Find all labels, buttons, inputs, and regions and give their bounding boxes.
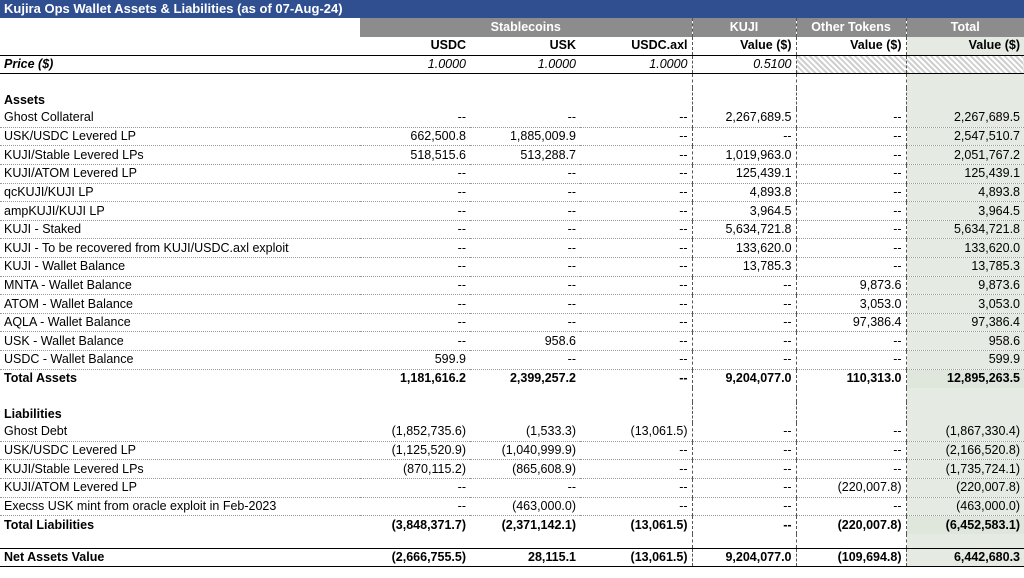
cell-usdc: (2,666,755.5)	[360, 548, 470, 567]
cell-other: --	[796, 332, 906, 351]
cell-usk: --	[470, 276, 580, 295]
cell-other: --	[796, 220, 906, 239]
cell-other: 97,386.4	[796, 313, 906, 332]
row-label: USDC - Wallet Balance	[0, 351, 360, 370]
group-kuji: KUJI	[692, 18, 796, 37]
cell-total: 3,053.0	[906, 295, 1024, 314]
cell-usdc: (870,115.2)	[360, 460, 470, 479]
row-label: KUJI - Wallet Balance	[0, 258, 360, 277]
cell-kuji: --	[692, 460, 796, 479]
cell-usk: (2,371,142.1)	[501, 517, 576, 532]
cell-axl: --	[580, 202, 692, 221]
cell-usdc: --	[360, 239, 470, 258]
cell-total: (6,452,583.1)	[906, 516, 1024, 535]
spacer-cell	[470, 74, 580, 88]
row-label: MNTA - Wallet Balance	[0, 276, 360, 295]
cell-axl: --	[580, 478, 692, 497]
liabilities-heading-label: Liabilities	[4, 406, 62, 421]
cell-usk: 1,885,009.9	[470, 127, 580, 146]
liabilities-heading	[0, 402, 1024, 423]
spacer-cell	[470, 88, 580, 109]
cell-axl: --	[580, 146, 692, 165]
col-total-value: Value ($)	[906, 37, 1024, 56]
cell-usk: (1,040,999.9)	[470, 441, 580, 460]
cell-other: --	[796, 497, 906, 516]
cell-axl: --	[580, 351, 692, 370]
assets-heading	[0, 88, 1024, 109]
cell-kuji: --	[692, 313, 796, 332]
col-usk: USK	[470, 37, 580, 56]
row-label: Ghost Collateral	[0, 109, 360, 128]
spacer-cell	[692, 74, 796, 88]
spacer-cell	[796, 74, 906, 88]
price-usk: 1.0000	[470, 55, 580, 74]
spacer-cell	[906, 402, 1024, 423]
cell-other: --	[796, 423, 906, 442]
spacer-cell	[692, 388, 796, 402]
cell-usdc: --	[360, 313, 470, 332]
col-kuji-value: Value ($)	[692, 37, 796, 56]
cell-total: (220,007.8)	[906, 478, 1024, 497]
spacer-cell	[906, 388, 1024, 402]
row-label: Total Assets	[4, 371, 77, 386]
cell-kuji: --	[692, 497, 796, 516]
cell-usk: 513,288.7	[470, 146, 580, 165]
cell-other: --	[796, 441, 906, 460]
cell-usdc: --	[360, 202, 470, 221]
row-label: AQLA - Wallet Balance	[0, 313, 360, 332]
cell-kuji: 4,893.8	[692, 183, 796, 202]
asset-row	[0, 165, 1024, 184]
col-other-value: Value ($)	[796, 37, 906, 56]
asset-row	[0, 202, 1024, 221]
cell-usk: (463,000.0)	[470, 497, 580, 516]
cell-other: (220,007.8)	[796, 478, 906, 497]
group-other-tokens: Other Tokens	[796, 18, 906, 37]
cell-axl: (13,061.5)	[580, 423, 692, 442]
liability-row	[0, 460, 1024, 479]
cell-other: --	[796, 258, 906, 277]
cell-kuji: 133,620.0	[692, 239, 796, 258]
cell-other: (220,007.8)	[796, 516, 906, 535]
row-label: USK/USDC Levered LP	[0, 127, 360, 146]
cell-usdc: (1,125,520.9)	[360, 441, 470, 460]
cell-usk: 958.6	[470, 332, 580, 351]
price-kuji: 0.5100	[692, 55, 796, 74]
spacer-cell	[796, 388, 906, 402]
cell-kuji: --	[692, 441, 796, 460]
row-label: Net Assets Value	[0, 548, 360, 567]
spacer-cell	[470, 402, 580, 423]
spacer-cell	[906, 534, 1024, 548]
cell-axl: (13,061.5)	[580, 516, 692, 535]
spacer-cell	[692, 402, 796, 423]
cell-usdc: --	[360, 109, 470, 128]
spacer-row	[0, 388, 1024, 402]
cell-total: 5,634,721.8	[906, 220, 1024, 239]
asset-row	[0, 109, 1024, 128]
row-label: KUJI - Staked	[0, 220, 360, 239]
row-label: Execss USK mint from oracle exploit in Feb-2023	[0, 497, 360, 516]
cell-axl: --	[580, 441, 692, 460]
spacer-cell	[796, 88, 906, 109]
cell-usk: (1,533.3)	[470, 423, 580, 442]
asset-row	[0, 239, 1024, 258]
cell-other: --	[796, 127, 906, 146]
net-assets-row	[0, 548, 1024, 567]
cell-axl: --	[580, 497, 692, 516]
spacer-cell	[0, 74, 360, 88]
group-stablecoins: Stablecoins	[360, 18, 692, 37]
cell-usk: --	[470, 478, 580, 497]
cell-usdc: --	[360, 332, 470, 351]
cell-kuji: 9,204,077.0	[692, 369, 796, 388]
price-other-hatched	[796, 55, 906, 74]
spacer-row	[0, 534, 1024, 548]
liability-row	[0, 478, 1024, 497]
row-label: KUJI/ATOM Levered LP	[0, 478, 360, 497]
cell-usdc: --	[360, 220, 470, 239]
cell-other: 9,873.6	[796, 276, 906, 295]
cell-usk: --	[470, 239, 580, 258]
liability-row	[0, 441, 1024, 460]
cell-axl: --	[580, 127, 692, 146]
cell-total: 125,439.1	[906, 165, 1024, 184]
cell-axl: --	[580, 258, 692, 277]
cell-other: --	[796, 202, 906, 221]
asset-row	[0, 276, 1024, 295]
spacer-cell	[0, 388, 360, 402]
total-liabilities-row	[0, 516, 1024, 535]
cell-kuji: 2,267,689.5	[692, 109, 796, 128]
sheet-title: Kujira Ops Wallet Assets & Liabilities (as of 07-Aug-24)	[0, 0, 1024, 18]
cell-total: 599.9	[906, 351, 1024, 370]
cell-kuji: 125,439.1	[692, 165, 796, 184]
cell-axl: --	[580, 220, 692, 239]
spacer-cell	[360, 74, 470, 88]
header-spacer	[0, 37, 360, 56]
cell-usdc: --	[360, 478, 470, 497]
cell-usk: 2,399,257.2	[509, 371, 576, 386]
col-usdc-axl: USDC.axl	[580, 37, 692, 56]
spacer-cell	[360, 402, 470, 423]
cell-total: 4,893.8	[906, 183, 1024, 202]
cell-axl: --	[580, 276, 692, 295]
cell-other: --	[796, 146, 906, 165]
group-header-row	[0, 18, 1024, 37]
total-assets-row	[0, 369, 1024, 388]
spacer-cell	[796, 402, 906, 423]
cell-kuji: --	[692, 127, 796, 146]
spacer-cell	[580, 88, 692, 109]
asset-row	[0, 351, 1024, 370]
asset-row	[0, 146, 1024, 165]
spacer-cell	[470, 388, 580, 402]
row-label: KUJI/Stable Levered LPs	[0, 460, 360, 479]
cell-total: 2,267,689.5	[906, 109, 1024, 128]
cell-total: (1,735,724.1)	[906, 460, 1024, 479]
spacer-cell	[906, 88, 1024, 109]
row-label: Total Liabilities	[4, 517, 95, 532]
liability-row	[0, 497, 1024, 516]
cell-usdc: --	[360, 165, 470, 184]
spacer-cell	[0, 534, 360, 548]
asset-row	[0, 313, 1024, 332]
spacer-cell	[580, 388, 692, 402]
cell-kuji: 3,964.5	[692, 202, 796, 221]
cell-usk: --	[470, 202, 580, 221]
cell-kuji: 13,785.3	[692, 258, 796, 277]
column-header-row	[0, 37, 1024, 56]
cell-kuji: 5,634,721.8	[692, 220, 796, 239]
cell-total: (1,867,330.4)	[906, 423, 1024, 442]
cell-usdc: 1,181,616.2	[399, 371, 466, 386]
group-spacer	[0, 18, 360, 37]
cell-usk: --	[470, 109, 580, 128]
cell-usdc: --	[360, 497, 470, 516]
spacer-cell	[580, 74, 692, 88]
cell-usk: --	[470, 183, 580, 202]
cell-usdc: 599.9	[360, 351, 470, 370]
cell-kuji: --	[692, 423, 796, 442]
cell-axl: (13,061.5)	[580, 548, 692, 567]
cell-kuji: --	[692, 276, 796, 295]
cell-total: 12,895,263.5	[906, 369, 1024, 388]
cell-other: (109,694.8)	[796, 548, 906, 567]
cell-kuji: --	[692, 295, 796, 314]
cell-other: --	[796, 183, 906, 202]
row-label: ATOM - Wallet Balance	[0, 295, 360, 314]
cell-kuji: --	[692, 516, 796, 535]
cell-axl: --	[580, 183, 692, 202]
cell-total: 133,620.0	[906, 239, 1024, 258]
cell-usdc: --	[360, 258, 470, 277]
cell-axl: --	[580, 109, 692, 128]
cell-axl: --	[580, 313, 692, 332]
spacer-cell	[906, 74, 1024, 88]
spacer-cell	[360, 534, 470, 548]
spacer-cell	[580, 534, 692, 548]
row-label: Ghost Debt	[0, 423, 360, 442]
spacer-row	[0, 74, 1024, 88]
price-label: Price ($)	[0, 55, 360, 74]
row-label: qcKUJI/KUJI LP	[0, 183, 360, 202]
price-total-hatched	[906, 55, 1024, 74]
cell-kuji: --	[692, 332, 796, 351]
cell-usdc: --	[360, 276, 470, 295]
spacer-cell	[580, 402, 692, 423]
cell-total: 97,386.4	[906, 313, 1024, 332]
cell-total: 958.6	[906, 332, 1024, 351]
cell-axl: --	[580, 165, 692, 184]
cell-total: (2,166,520.8)	[906, 441, 1024, 460]
asset-row	[0, 127, 1024, 146]
cell-usk: --	[470, 313, 580, 332]
cell-axl: --	[580, 460, 692, 479]
cell-kuji: --	[692, 351, 796, 370]
cell-other: --	[796, 165, 906, 184]
asset-row	[0, 258, 1024, 277]
asset-row	[0, 332, 1024, 351]
cell-kuji: 9,204,077.0	[692, 548, 796, 567]
cell-axl: --	[580, 369, 692, 388]
row-label: KUJI - To be recovered from KUJI/USDC.axl exploit	[0, 239, 360, 258]
cell-total: 2,051,767.2	[906, 146, 1024, 165]
cell-usk: --	[470, 295, 580, 314]
spacer-cell	[796, 534, 906, 548]
cell-other: --	[796, 239, 906, 258]
cell-usk: --	[470, 258, 580, 277]
cell-usk: --	[470, 165, 580, 184]
cell-total: (463,000.0)	[906, 497, 1024, 516]
cell-total: 3,964.5	[906, 202, 1024, 221]
cell-usdc: 662,500.8	[360, 127, 470, 146]
col-usdc: USDC	[360, 37, 470, 56]
spacer-cell	[470, 534, 580, 548]
cell-axl: --	[580, 295, 692, 314]
cell-total: 13,785.3	[906, 258, 1024, 277]
cell-other: --	[796, 460, 906, 479]
spacer-cell	[360, 88, 470, 109]
spacer-cell	[360, 388, 470, 402]
row-label: USK/USDC Levered LP	[0, 441, 360, 460]
cell-other: --	[796, 109, 906, 128]
row-label: KUJI/ATOM Levered LP	[0, 165, 360, 184]
price-usdc-axl: 1.0000	[580, 55, 692, 74]
row-label: KUJI/Stable Levered LPs	[0, 146, 360, 165]
row-label: ampKUJI/KUJI LP	[0, 202, 360, 221]
asset-row	[0, 220, 1024, 239]
cell-other: --	[796, 351, 906, 370]
cell-other: 3,053.0	[796, 295, 906, 314]
cell-axl: --	[580, 332, 692, 351]
spacer-cell	[692, 88, 796, 109]
cell-kuji: 1,019,963.0	[692, 146, 796, 165]
liability-row	[0, 423, 1024, 442]
group-total: Total	[906, 18, 1024, 37]
assets-liabilities-table	[0, 18, 1024, 567]
cell-kuji: --	[692, 478, 796, 497]
cell-total: 9,873.6	[906, 276, 1024, 295]
cell-total: 6,442,680.3	[906, 548, 1024, 567]
assets-heading-label: Assets	[4, 92, 45, 107]
asset-row	[0, 183, 1024, 202]
price-row	[0, 55, 1024, 74]
price-usdc: 1.0000	[360, 55, 470, 74]
cell-usk: 28,115.1	[470, 548, 580, 567]
cell-usk: --	[470, 220, 580, 239]
cell-usdc: --	[360, 295, 470, 314]
cell-usdc: 518,515.6	[360, 146, 470, 165]
cell-axl: --	[580, 239, 692, 258]
asset-row	[0, 295, 1024, 314]
cell-usk: --	[470, 351, 580, 370]
cell-usdc: --	[360, 183, 470, 202]
spacer-cell	[692, 534, 796, 548]
cell-usdc: (3,848,371.7)	[391, 517, 466, 532]
cell-usdc: (1,852,735.6)	[360, 423, 470, 442]
cell-total: 2,547,510.7	[906, 127, 1024, 146]
row-label: USK - Wallet Balance	[0, 332, 360, 351]
cell-usk: (865,608.9)	[470, 460, 580, 479]
cell-other: 110,313.0	[796, 369, 906, 388]
